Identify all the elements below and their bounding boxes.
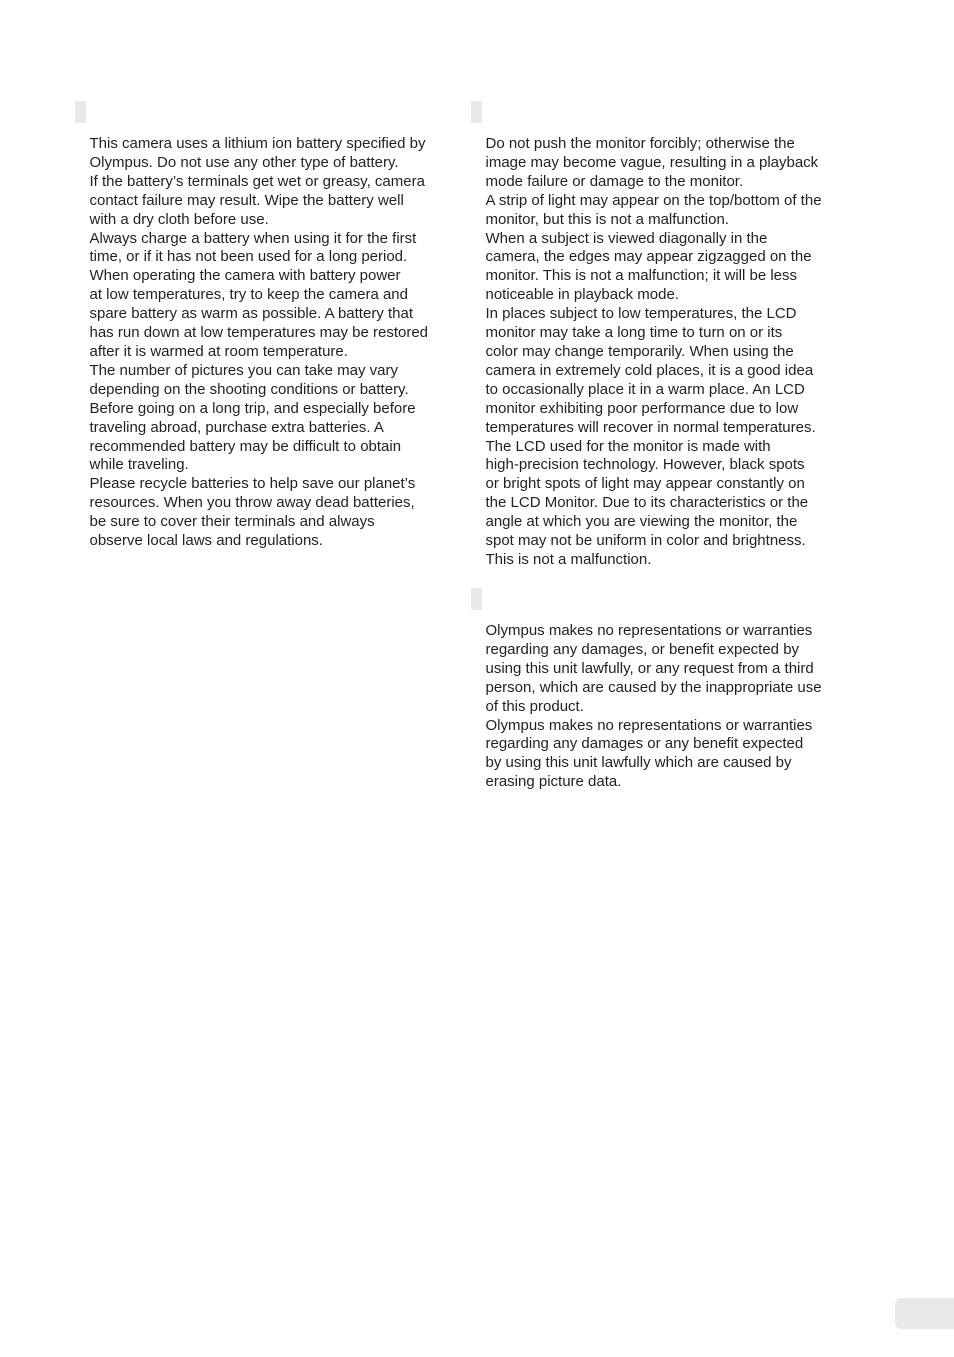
disclaimer-section-text	[486, 622, 851, 792]
battery-paragraph: Always charge a battery when using it for the first time, or if it has not been used for a long period.	[89, 229, 417, 266]
battery-section-text	[90, 135, 455, 551]
page-number-tab	[895, 1298, 954, 1329]
monitor-section-text	[486, 135, 851, 570]
disclaimer-paragraph: Olympus makes no representations or warranties regarding any damages, or benefit expected by using this unit lawfully, or any request from a third person, which are caused by the inappropriate use of this product.	[485, 622, 822, 715]
monitor-paragraph: In places subject to low temperatures, the LCD monitor may take a long time to turn on or its color may change temporarily. When using the camera in extremely cold places, it is a good idea to occasionally place it in a warm place. An LCD monitor exhibiting poor performance due to low temperatures will recover in normal temperatures.	[485, 305, 816, 436]
battery-paragraph: This camera uses a lithium ion battery specified by Olympus. Do not use any other type of battery.	[89, 135, 426, 171]
battery-section-marker	[75, 101, 86, 123]
monitor-paragraph: A strip of light may appear on the top/bottom of the monitor, but this is not a malfunction.	[485, 191, 822, 228]
monitor-paragraph: The LCD used for the monitor is made with high-precision technology. However, black spots or bright spots of light may appear constantly on the LCD Monitor. Due to its characteristics or the angle at which you are viewing the monitor, the spot may not be uniform in color and brightness. This is not a malfunction.	[485, 437, 809, 568]
monitor-paragraph: Do not push the monitor forcibly; otherwise the image may become vague, resulting in a playback mode failure or damage to the monitor.	[485, 135, 819, 190]
battery-paragraph: When operating the camera with battery power at low temperatures, try to keep the camera and spare battery as warm as possible. A battery that has run down at low temperatures may be restored after it is warmed at room temperature.	[89, 267, 429, 360]
battery-paragraph: Before going on a long trip, and especially before traveling abroad, purchase extra batteries. A recommended battery may be difficult to obtain while traveling.	[89, 399, 416, 474]
disclaimer-paragraph: Olympus makes no representations or warranties regarding any damages or any benefit expected by using this unit lawfully which are caused by erasing picture data.	[485, 716, 813, 791]
monitor-paragraph: When a subject is viewed diagonally in the camera, the edges may appear zigzagged on the monitor. This is not a malfunction; it will be less noticeable in playback mode.	[485, 229, 812, 304]
monitor-section-marker	[471, 101, 482, 123]
disclaimer-section-marker	[471, 588, 482, 610]
battery-paragraph: The number of pictures you can take may vary depending on the shooting conditions or battery.	[89, 361, 409, 398]
battery-paragraph: If the battery’s terminals get wet or greasy, camera contact failure may result. Wipe the battery well with a dry cloth before use.	[89, 172, 425, 228]
battery-paragraph: Please recycle batteries to help save our planet’s resources. When you throw away dead batteries, be sure to cover their terminals and always observe local laws and regulations.	[89, 475, 416, 550]
